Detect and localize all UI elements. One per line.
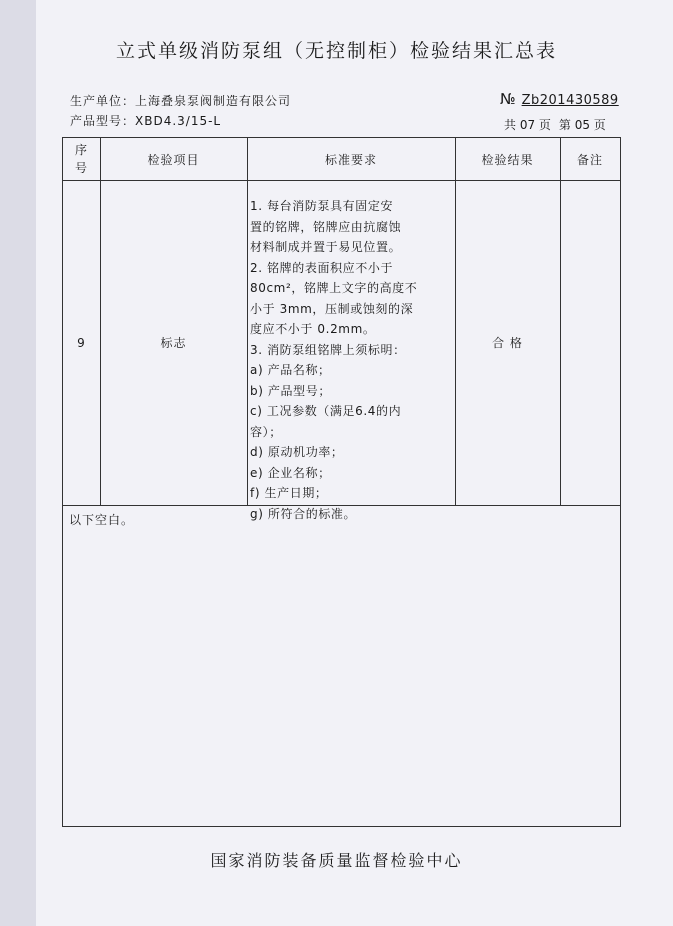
requirement-line: 80cm²，铭牌上文字的高度不	[250, 281, 418, 295]
requirement-line: 2. 铭牌的表面积应不小于	[250, 260, 394, 275]
requirement-line: 3. 消防泵组铭牌上须标明：	[250, 342, 406, 357]
col-divider-2	[247, 138, 248, 505]
document-title: 立式单级消防泵组（无控制柜）检验结果汇总表	[115, 40, 557, 62]
header-remark: 备注	[576, 152, 603, 167]
requirement-line: b) 产品型号；	[250, 383, 331, 398]
header-seq-line1: 序	[74, 143, 88, 157]
requirement-line: f) 生产日期；	[250, 486, 328, 500]
requirement-line: 度应不小于 0.2mm。	[250, 322, 376, 336]
header-seq-line2: 号	[74, 161, 88, 175]
requirement-line: 置的铭牌，铭牌应由抗腐蚀	[250, 219, 402, 234]
manufacturer-line: 生产单位：上海叠泉泵阀制造有限公司	[70, 94, 292, 108]
row-remark	[560, 180, 620, 505]
requirement-line: e) 企业名称；	[250, 465, 331, 480]
requirement-line: g) 所符合的标准。	[250, 506, 357, 521]
header-result: 检验结果	[481, 152, 534, 167]
requirement-line: d) 原动机功率；	[250, 445, 344, 459]
report-number	[500, 90, 619, 108]
header-item: 检验项目	[147, 152, 200, 167]
blank-note: 以下空白。	[69, 513, 135, 527]
header-standard: 标准要求	[324, 152, 377, 167]
row-result: 合 格	[492, 336, 523, 350]
requirement-line: 1. 每台消防泵具有固定安	[250, 199, 394, 213]
results-table	[62, 137, 621, 827]
requirement-line: 容）；	[250, 424, 282, 439]
header-seq	[63, 138, 100, 180]
number-symbol: №	[500, 90, 516, 108]
row-seq: 9	[77, 335, 86, 350]
requirement-line: a) 产品名称；	[250, 363, 331, 377]
total-pages: 共 07 页	[504, 118, 551, 132]
row-requirements	[250, 196, 446, 524]
requirement-line: c) 工况参数（满足6.4的内	[250, 404, 402, 418]
report-number-value: Zb201430589	[521, 93, 619, 108]
row-item: 标志	[160, 336, 187, 350]
requirement-line: 材料制成并置于易见位置。	[250, 240, 402, 254]
requirement-line: 小于 3mm，压制或蚀刻的深	[250, 301, 414, 316]
current-page: 第 05 页	[558, 118, 606, 132]
model-line: 产品型号：XBD4.3/15-L	[70, 114, 222, 128]
page-count	[504, 116, 614, 133]
issuing-organization: 国家消防装备质量监督检验中心	[210, 851, 463, 870]
